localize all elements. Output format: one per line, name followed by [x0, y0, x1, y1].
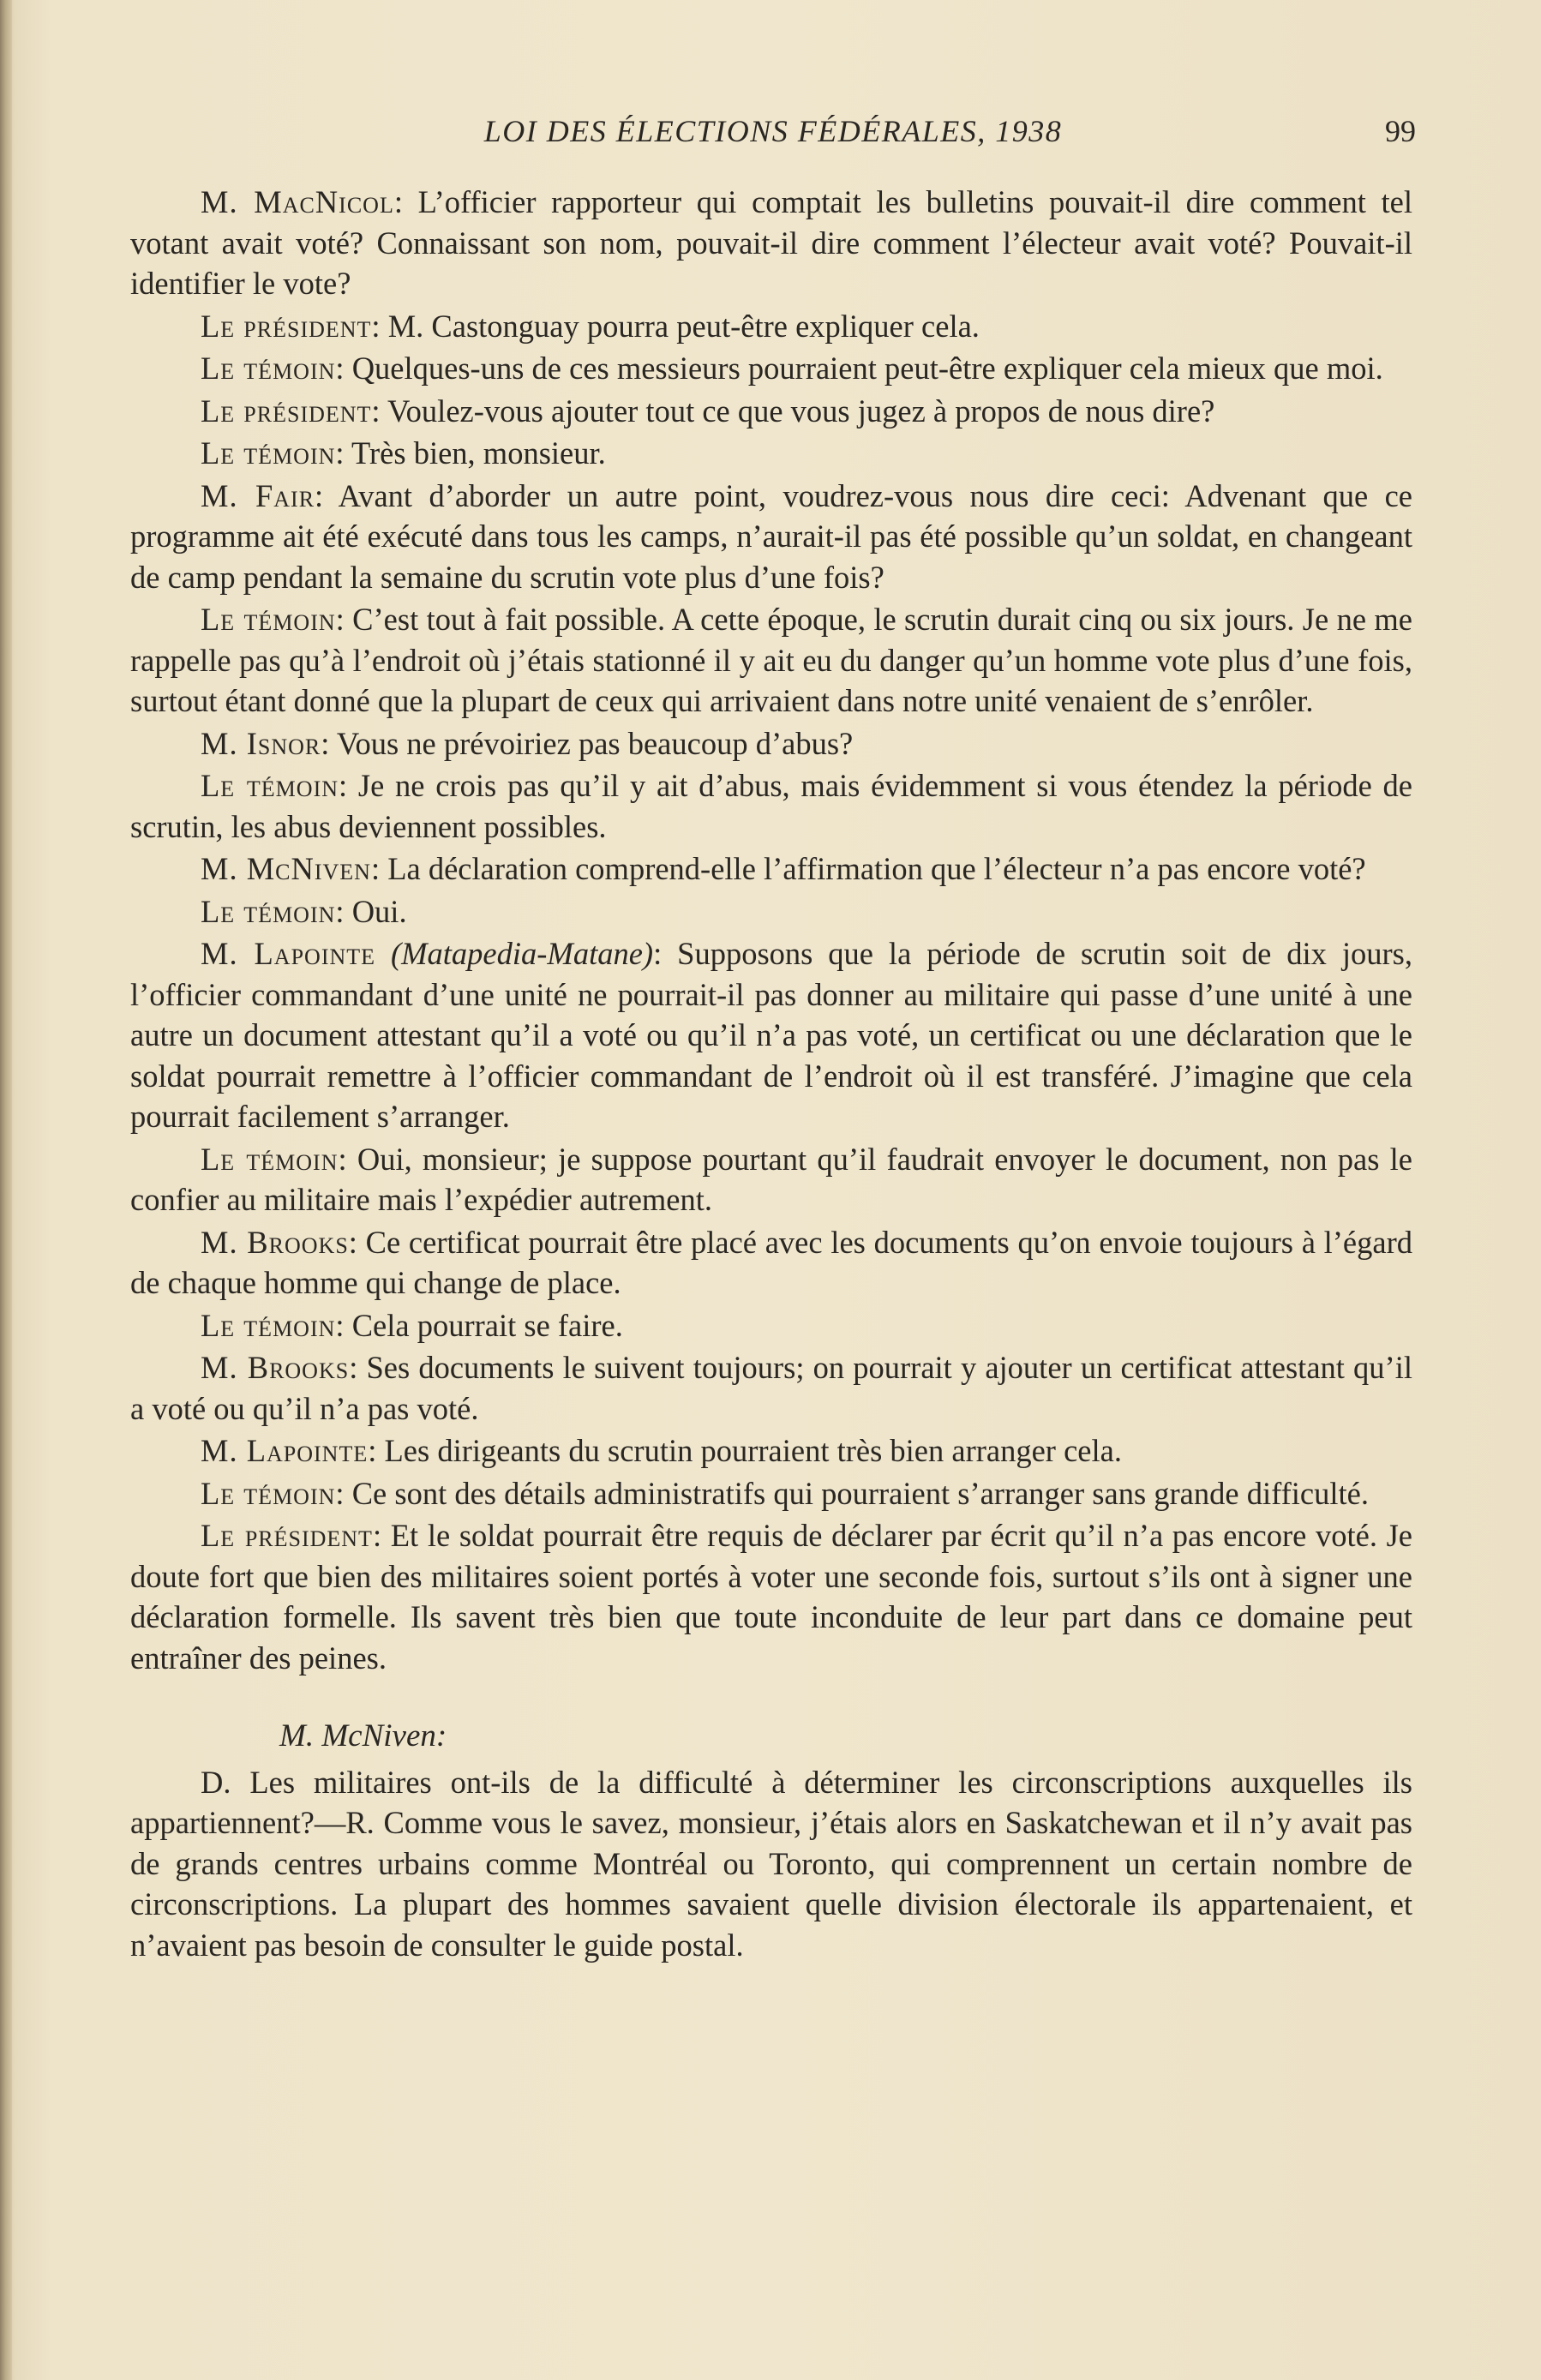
paragraph: M. Lapointe (Matapedia-Matane): Supposons que la période de scrutin soit de dix jours, l’officier commandant d’une unité ne pourrait-il pas donner au militaire qui passe d’une unité à une autre un document attestant qu’il a voté ou qu’il n’a pas voté, un certificat ou une déclaration que le soldat pourrait remettre à l’officier commandant de l’endroit où il est transféré. J’imagine que cela pourrait facilement s’arranger. [130, 936, 1412, 1134]
paragraph: Le témoin: Ce sont des détails administratifs qui pourraient s’arranger sans grande difficulté. [201, 1475, 1369, 1511]
paragraph-text: Et le soldat pourrait être requis de déclarer par écrit qu’il n’a pas encore voté. Je doute fort que bien des militaires soient portés à voter une seconde fois, surtout s’ils ont à signer une déclaration formelle. Ils savent très bien que toute inconduite de leur part dans ce domaine peut entraîner des peines. [130, 1518, 1413, 1676]
paragraph: M. Brooks: Ses documents le suivent toujours; on pourrait y ajouter un certificat attestant qu’il a voté ou qu’il n’a pas voté. [130, 1350, 1412, 1426]
speaker-name: Le témoin [201, 893, 336, 929]
paragraph: M. McNiven: La déclaration comprend-elle l’affirmation que l’électeur n’a pas encore voté? [201, 851, 1366, 886]
paragraph: M. MacNicol: L’officier rapporteur qui comptait les bulletins pouvait-il dire comment tel votant avait voté? Connaissant son nom, pouvait-il dire comment l’électeur avait voté? Pouvait-il identifier le vote? [130, 184, 1412, 301]
speaker-name: M. Isnor [201, 725, 321, 761]
paragraph-text: Voulez-vous ajouter tout ce que vous jugez à propos de nous dire? [387, 393, 1215, 429]
paragraph: M. Brooks: Ce certificat pourrait être placé avec les documents qu’on envoie toujours à l’égard de chaque homme qui change de place. [130, 1224, 1412, 1300]
speaker-name: M. MacNicol [201, 184, 394, 219]
paragraph: Le témoin: Oui, monsieur; je suppose pourtant qu’il faudrait envoyer le document, non pas le confier au militaire mais l’expédier autrement. [130, 1141, 1412, 1217]
paragraph-text: Très bien, monsieur. [351, 435, 606, 471]
paragraph-text: Oui. [351, 893, 407, 929]
body-text [130, 182, 1412, 1967]
paragraph-text: Je ne crois pas qu’il y ait d’abus, mais évidemment si vous étendez la période de scrutin, les abus deviennent possibles. [130, 768, 1412, 844]
speaker-name: Le témoin [201, 435, 336, 471]
paragraph: Le témoin: Quelques-uns de ces messieurs pourraient peut-être expliquer cela mieux que moi. [201, 351, 1383, 386]
paragraph: Le témoin: C’est tout à fait possible. A cette époque, le scrutin durait cinq ou six jours. Je ne me rappelle pas qu’à l’endroit où j’étais stationné il y ait eu du danger qu’un homme vote plus d’une fois, surtout étant donné que la plupart de ceux qui arrivaient dans notre unité venaient de s’enrôler. [130, 602, 1412, 718]
page-number: 99 [1385, 114, 1416, 148]
speaker-name: M. Lapointe [201, 936, 376, 971]
paragraph-text: Cela pourrait se faire. [351, 1307, 623, 1343]
page-binding-edge [0, 0, 12, 2380]
paragraph: Le président: Et le soldat pourrait être requis de déclarer par écrit qu’il n’a pas encore voté. Je doute fort que bien des militaires soient portés à voter une seconde fois, surtout s’ils ont à signer une déclaration formelle. Ils savent très bien que toute inconduite de leur part dans ce domaine peut entraîner des peines. [130, 1518, 1413, 1676]
paragraph: M. Lapointe: Les dirigeants du scrutin pourraient très bien arranger cela. [201, 1433, 1122, 1468]
paragraph-text: L’officier rapporteur qui comptait les bulletins pouvait-il dire comment tel votant avait voté? Connaissant son nom, pouvait-il dire comment l’électeur avait voté? Pouvait-il identifier le vote? [130, 184, 1412, 301]
speaker-name: M. McNiven [201, 851, 371, 886]
paragraph-text: Ce sont des détails administratifs qui pourraient s’arranger sans grande difficulté. [351, 1475, 1369, 1511]
speaker-name: Le président [201, 1518, 373, 1553]
speaker-name: Le témoin [201, 768, 339, 803]
paragraph: Le témoin: Très bien, monsieur. [201, 435, 606, 471]
speaker-name: Le témoin [201, 1307, 336, 1343]
speaker-name: Le président [201, 393, 372, 429]
paragraph: Le président: M. Castonguay pourra peut-être expliquer cela. [201, 308, 980, 344]
running-title: LOI DES ÉLECTIONS FÉDÉRALES, 1938 [483, 114, 1063, 148]
page-header [130, 113, 1416, 156]
paragraph-text: M. Castonguay pourra peut-être expliquer cela. [387, 308, 980, 344]
speaker-name: Le témoin [201, 1141, 339, 1177]
riding-name: (Matapedia-Matane) [390, 936, 654, 971]
paragraph-text: Vous ne prévoiriez pas beaucoup d’abus? [336, 725, 854, 761]
speaker-name: Le témoin [201, 351, 336, 386]
speaker-name: M. Fair [201, 477, 315, 513]
speaker-name: Le témoin [201, 602, 336, 637]
paragraph: Le témoin: Cela pourrait se faire. [201, 1307, 623, 1343]
speaker-name: M. Lapointe [201, 1433, 369, 1468]
paragraph-text: Ce certificat pourrait être placé avec les documents qu’on envoie toujours à l’égard de chaque homme qui change de place. [130, 1224, 1412, 1300]
paragraph-text: Ses documents le suivent toujours; on pourrait y ajouter un certificat attestant qu’il a voté ou qu’il n’a pas voté. [130, 1350, 1412, 1426]
paragraph-text: C’est tout à fait possible. A cette époque, le scrutin durait cinq ou six jours. Je ne me rappelle pas qu’à l’endroit où j’étais stationné il y ait eu du danger qu’un homme vote plus d’une fois, surtout étant donné que la plupart de ceux qui arrivaient dans notre unité venaient de s’enrôler. [130, 602, 1412, 718]
paragraph-text: Oui, monsieur; je suppose pourtant qu’il faudrait envoyer le document, non pas le confier au militaire mais l’expédier autrement. [130, 1141, 1412, 1217]
paragraph-text: Les dirigeants du scrutin pourraient très bien arranger cela. [384, 1433, 1122, 1468]
paragraph: Le témoin: Je ne crois pas qu’il y ait d’abus, mais évidemment si vous étendez la période de scrutin, les abus deviennent possibles. [130, 768, 1412, 844]
paragraph: M. Fair: Avant d’aborder un autre point, voudrez-vous nous dire ceci: Advenant que ce programme ait été exécuté dans tous les camps, n’aurait-il pas été possible qu’un soldat, en changeant de camp pendant la semaine du scrutin vote plus d’une fois? [130, 477, 1412, 595]
section-subheading: M. McNiven: [279, 1718, 447, 1754]
speaker-name: Le témoin [201, 1475, 336, 1511]
speaker-name: Le président [201, 308, 372, 344]
paragraph-text: Supposons que la période de scrutin soit de dix jours, l’officier commandant d’une unité ne pourrait-il pas donner au militaire qui passe d’une unité à une autre un document attestant qu’il a voté ou qu’il n’a pas voté, un certificat ou une déclaration que le soldat pourrait remettre à l’officier commandant de l’endroit où il est transféré. J’imagine que cela pourrait facilement s’arranger. [130, 936, 1412, 1134]
speaker-name: M. Brooks [201, 1350, 350, 1385]
speaker-name: M. Brooks [201, 1224, 349, 1260]
paragraph: Le témoin: Oui. [201, 893, 407, 929]
paragraph-text: Quelques-uns de ces messieurs pourraient peut-être expliquer cela mieux que moi. [351, 351, 1383, 386]
paragraph-text: Avant d’aborder un autre point, voudrez-vous nous dire ceci: Advenant que ce programme ait été exécuté dans tous les camps, n’aurait-il pas été possible qu’un soldat, en changeant de camp pendant la semaine du scrutin vote plus d’une fois? [130, 477, 1412, 595]
paragraph: Le président: Voulez-vous ajouter tout ce que vous jugez à propos de nous dire? [201, 393, 1215, 429]
paragraph-text: La déclaration comprend-elle l’affirmation que l’électeur n’a pas encore voté? [387, 851, 1366, 886]
question-answer-paragraph: D. Les militaires ont-ils de la difficulté à déterminer les circonscriptions auxquelles ils appartiennent?—R. Comme vous le savez, monsieur, j’étais alors en Saskatchewan et il n’y avait pas de grands centres urbains comme Montréal ou Toronto, qui comprennent un certain nombre de circonscriptions. La plupart des hommes savaient quelle division électorale ils appartenaient, et n’avaient pas besoin de consulter le guide postal. [130, 1764, 1412, 1963]
paragraph: M. Isnor: Vous ne prévoiriez pas beaucoup d’abus? [201, 725, 854, 761]
